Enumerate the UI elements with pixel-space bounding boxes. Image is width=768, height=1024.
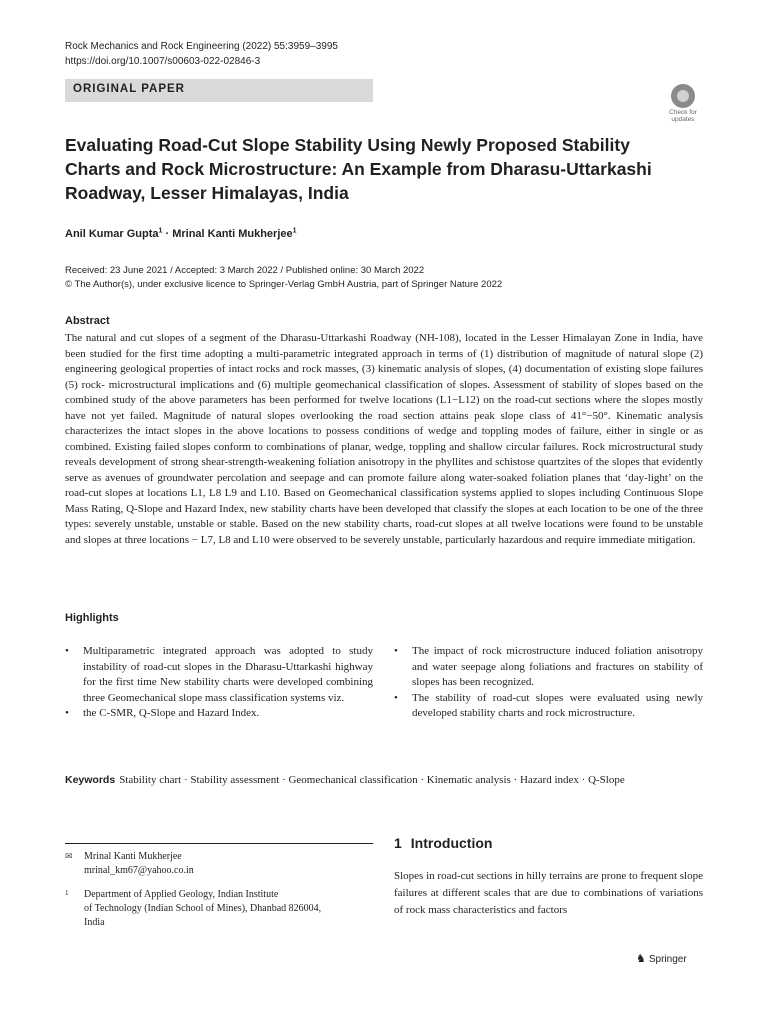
abstract-heading: Abstract xyxy=(65,315,110,327)
introduction-text: Slopes in road-cut sections in hilly terrains are prone to frequent slope failures at different scales that are due to combinations of variations of rock mass characteristics and factors xyxy=(394,870,703,916)
article-type-bar xyxy=(65,79,373,102)
check-for-updates-badge[interactable] xyxy=(663,84,703,124)
introduction-heading xyxy=(394,835,492,851)
publisher-logo xyxy=(636,951,687,968)
author-affiliation-marker: 1 xyxy=(292,227,297,235)
paper-title: Evaluating Road-Cut Slope Stability Using Newly Proposed Stability Charts and Rock Microstructure: An Example from Dharasu-Uttarkashi Roadway, Lesser Himalayas, India xyxy=(65,135,652,203)
check-updates-label: Check for updates xyxy=(669,109,697,123)
highlight-text: The impact of rock microstructure induced foliation anisotropy and water seepage along foliations and fractures on stability of slopes has been recognized. xyxy=(412,645,703,688)
envelope-icon: ✉ xyxy=(65,852,73,862)
highlights-right-column xyxy=(394,644,703,722)
highlight-item xyxy=(394,691,703,722)
highlight-text: The stability of road-cut slopes were evaluated using newly developed stability charts and rock microstructure. xyxy=(412,691,703,719)
affiliation-number: 1 xyxy=(65,889,69,897)
keywords-text: Stability chart · Stability assessment · Geomechanical classification · Kinematic analysis · Hazard index · Q-Slope xyxy=(119,774,625,786)
author-name[interactable]: Mrinal Kanti Mukherjee xyxy=(172,228,293,240)
corresponding-author-email[interactable]: mrinal_km67@yahoo.co.in xyxy=(84,865,194,876)
section-title: Introduction xyxy=(410,835,493,851)
corresponding-author-name: Mrinal Kanti Mukherjee xyxy=(84,851,182,862)
author-list xyxy=(65,226,297,242)
publisher-name: Springer xyxy=(648,954,687,965)
bullet-icon: • xyxy=(65,707,69,719)
affiliation-line: Department of Applied Geology, Indian Institute xyxy=(84,889,279,900)
highlight-item xyxy=(394,644,703,691)
doi-link[interactable]: https://doi.org/10.1007/s00603-022-02846-3 xyxy=(65,56,261,67)
affiliation xyxy=(65,888,373,930)
highlight-text: Multiparametric integrated approach was adopted to study instability of road-cut slopes in the Dharasu-Uttarkashi highway for the first time New stability charts were developed combining three Geomechanical slope mass classification systems viz. xyxy=(83,645,373,704)
bullet-icon: • xyxy=(394,645,398,657)
keywords-heading: Keywords xyxy=(65,774,116,786)
highlights-heading: Highlights xyxy=(65,612,119,624)
affiliation-line: of Technology (Indian School of Mines), Dhanbad 826004, xyxy=(84,903,322,914)
publication-dates: Received: 23 June 2021 / Accepted: 3 March 2022 / Published online: 30 March 2022 xyxy=(65,265,425,276)
copyright-notice: © The Author(s), under exclusive licence to Springer-Verlag GmbH Austria, part of Springer Nature 2022 xyxy=(65,279,503,290)
author-separator: · xyxy=(162,228,173,240)
keywords xyxy=(65,772,703,788)
abstract-text: The natural and cut slopes of a segment of the Dharasu-Uttarkashi Roadway (NH-108), located in the Lesser Himalayan Zone in India, have been studied for the first time adopting a multi-parametric integrated approach in terms of (1) distribution of magnitude of natural slope (2) engineering geological properties of intact rocks and rock masses, (3) kinematic analysis of slopes, (4) documentation of existing slope failures (5) rock- microstructural implications and (6) multiple geomechanical classification of slopes. Assessment of stability of slopes based on the combined study of the above parameters has been performed for twelve locations (L1−L12) on the road-cut sections where the slopes mostly have not yet failed. Magnitude of natural slopes overlooking the road section attains peak slope class of 41°−50°. Kinematic analysis characterizes the intact slopes in the above locations to possess conditions of wedge and toppling modes of failure, either in single or as combined. Existing failed slopes conform to combinations of planar, wedge, toppling and shallow circular failures. Rock microstructural study reveals development of strong shear-strength-weakening foliation anisotropy in the phyllites and schistose quartzites of the slopes that evidently serve as avenues of groundwater percolation and seepage and can promote failure along water-soaked foliation planes that ‘day-light’ on the road-cut slopes at locations L1, L8 L9 and L10. Based on Geomechanical classification systems applied to slopes including Continuous Slope Mass Rating, Q-Slope and Hazard Index, new stability charts have been developed that classify the slopes at each location to be one of the three types: severely unstable, unstable or stable. Based on the new stability charts, road-cut slopes at all twelve locations were found to be unstable and slopes at three locations − L7, L8 and L10 were observed to be severely unstable, particularly hazardous and require immediate mitigation. xyxy=(65,332,703,546)
highlight-item xyxy=(65,644,373,706)
article-type-label: ORIGINAL PAPER xyxy=(73,83,185,95)
highlight-item xyxy=(65,706,373,722)
bullet-icon: • xyxy=(65,645,69,657)
author-name[interactable]: Anil Kumar Gupta xyxy=(65,228,159,240)
bullet-icon: • xyxy=(394,691,398,704)
springer-horse-icon: ♞ xyxy=(636,952,646,965)
author-affiliation-marker: 1 xyxy=(158,227,163,235)
highlights-left-column xyxy=(65,644,373,722)
corresponding-author xyxy=(65,850,194,878)
check-updates-icon xyxy=(671,84,695,108)
footnote-divider xyxy=(65,843,373,844)
highlight-text: the C-SMR, Q-Slope and Hazard Index. xyxy=(83,707,260,719)
affiliation-line: India xyxy=(84,917,105,928)
section-number: 1 xyxy=(394,835,402,851)
journal-citation: Rock Mechanics and Rock Engineering (2022) 55:3959–3995 xyxy=(65,41,338,52)
